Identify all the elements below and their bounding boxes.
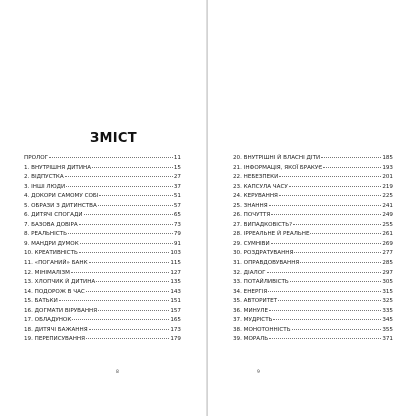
toc-entry-title: 4. ДОКОРИ САМОМУ СОБІ bbox=[24, 193, 99, 200]
toc-entry bbox=[24, 164, 181, 174]
toc-entry-title: 22. НЕБЕЗПЕКИ bbox=[233, 174, 279, 181]
toc-entry-page: 185 bbox=[382, 155, 393, 161]
dot-leader bbox=[98, 205, 173, 206]
toc-entry bbox=[24, 307, 181, 317]
toc-entry-page: 315 bbox=[382, 288, 393, 295]
toc-entry bbox=[24, 240, 181, 250]
toc-entry bbox=[233, 307, 393, 317]
dot-leader bbox=[290, 281, 382, 282]
toc-entry bbox=[24, 202, 181, 212]
toc-entry-title: ПРОЛОГ bbox=[24, 155, 49, 161]
toc-entry-page: 371 bbox=[382, 336, 393, 343]
toc-entry-title: 31. ОПРАВДОВУВАННЯ bbox=[233, 260, 300, 267]
left-page bbox=[0, 0, 207, 416]
toc-entry-title: 2. ВІДПУСТКА bbox=[24, 174, 64, 181]
toc-entry bbox=[233, 154, 393, 164]
toc-entry-title: 33. ПОТАЙЛИВІСТЬ bbox=[233, 279, 289, 286]
dot-leader bbox=[84, 214, 173, 215]
toc-entry-page: 37 bbox=[173, 183, 181, 190]
toc-entry-page: 255 bbox=[382, 221, 393, 228]
toc-entry-title: 38. МОНОТОННІСТЬ bbox=[233, 326, 291, 333]
toc-entry bbox=[233, 230, 393, 240]
toc-entry-page: 277 bbox=[382, 250, 393, 257]
toc-entry-page: 219 bbox=[382, 183, 393, 190]
toc-list-left bbox=[24, 154, 181, 345]
toc-entry-page: 335 bbox=[382, 307, 393, 314]
dot-leader bbox=[98, 310, 169, 311]
toc-entry-page: 249 bbox=[382, 212, 393, 219]
dot-leader bbox=[267, 272, 382, 273]
toc-entry-title: 14. ПОДОРОЖ В ЧАС bbox=[24, 288, 85, 295]
toc-entry-page: 27 bbox=[173, 174, 181, 181]
toc-entry bbox=[233, 297, 393, 307]
toc-entry-title: 1. ВНУТРІШНЯ ДИТИНА bbox=[24, 164, 92, 171]
dot-leader bbox=[310, 233, 381, 234]
toc-entry-page: 225 bbox=[382, 193, 393, 200]
toc-entry bbox=[24, 249, 181, 259]
toc-entry-title: 12. МІНІМАЛІЗМ bbox=[24, 269, 70, 276]
toc-entry bbox=[233, 288, 393, 298]
toc-entry-title: 16. ДОГМАТИ ВІРУВАННЯ bbox=[24, 307, 98, 314]
toc-entry bbox=[24, 192, 181, 202]
dot-leader bbox=[321, 157, 381, 158]
toc-entry-page: 269 bbox=[382, 240, 393, 247]
toc-entry bbox=[233, 240, 393, 250]
toc-entry-page: 345 bbox=[382, 317, 393, 324]
dot-leader bbox=[99, 195, 173, 196]
right-page bbox=[208, 0, 416, 416]
toc-entry bbox=[233, 278, 393, 288]
toc-entry-title: 35. АВТОРИТЕТ bbox=[233, 298, 278, 305]
toc-entry-page: 11 bbox=[173, 155, 181, 161]
dot-leader bbox=[323, 167, 381, 168]
toc-entry-page: 103 bbox=[170, 250, 181, 257]
toc-entry bbox=[24, 211, 181, 221]
toc-entry-title: 7. БАЗОВА ДОВІРА bbox=[24, 221, 78, 228]
dot-leader bbox=[279, 176, 381, 177]
toc-entry bbox=[24, 221, 181, 231]
toc-entry-title: 37. МУДРІСТЬ bbox=[233, 317, 273, 324]
toc-entry bbox=[233, 259, 393, 269]
dot-leader bbox=[72, 319, 169, 320]
toc-entry bbox=[24, 173, 181, 183]
toc-entry bbox=[233, 249, 393, 259]
toc-entry-page: 15 bbox=[173, 164, 181, 171]
toc-list-right bbox=[233, 154, 393, 345]
toc-entry bbox=[24, 297, 181, 307]
toc-entry-title: 26. ПОЧУТТЯ bbox=[233, 212, 271, 219]
toc-entry bbox=[24, 259, 181, 269]
toc-entry bbox=[24, 230, 181, 240]
toc-entry-page: 51 bbox=[173, 193, 181, 200]
dot-leader bbox=[96, 281, 169, 282]
toc-entry bbox=[233, 326, 393, 336]
dot-leader bbox=[66, 186, 173, 187]
toc-entry bbox=[24, 326, 181, 336]
toc-entry-page: 115 bbox=[170, 260, 181, 267]
page-number-left: 8 bbox=[116, 370, 119, 375]
toc-entry-page: 127 bbox=[170, 269, 181, 276]
toc-entry bbox=[233, 192, 393, 202]
dot-leader bbox=[86, 338, 169, 339]
dot-leader bbox=[294, 252, 381, 253]
dot-leader bbox=[79, 252, 169, 253]
toc-entry-title: 24. КЕРУВАННЯ bbox=[233, 193, 278, 200]
toc-entry-page: 91 bbox=[173, 240, 181, 247]
toc-entry-page: 179 bbox=[170, 336, 181, 343]
toc-entry-page: 73 bbox=[173, 221, 181, 228]
toc-entry-page: 297 bbox=[382, 269, 393, 276]
toc-entry-page: 201 bbox=[382, 174, 393, 181]
toc-entry bbox=[233, 335, 393, 345]
toc-entry-page: 173 bbox=[170, 326, 181, 333]
toc-entry-page: 355 bbox=[382, 326, 393, 333]
toc-entry-page: 157 bbox=[170, 307, 181, 314]
toc-entry-page: 305 bbox=[382, 279, 393, 286]
toc-entry bbox=[233, 211, 393, 221]
toc-entry-title: 28. ІРРЕАЛЬНЕ Й РЕАЛЬНЕ bbox=[233, 231, 310, 238]
toc-entry-title: 30. РОЗДРАТУВАННЯ bbox=[233, 250, 294, 257]
dot-leader bbox=[86, 291, 169, 292]
toc-entry-page: 285 bbox=[382, 260, 393, 267]
toc-entry-page: 57 bbox=[173, 202, 181, 209]
toc-entry-page: 165 bbox=[170, 317, 181, 324]
toc-entry bbox=[233, 202, 393, 212]
toc-entry bbox=[24, 183, 181, 193]
dot-leader bbox=[80, 243, 173, 244]
toc-entry-page: 143 bbox=[170, 288, 181, 295]
toc-entry bbox=[24, 154, 181, 164]
toc-entry-title: 29. СУМНІВИ bbox=[233, 240, 270, 247]
toc-entry bbox=[233, 269, 393, 279]
toc-entry-page: 65 bbox=[173, 212, 181, 219]
toc-entry-page: 193 bbox=[382, 164, 393, 171]
dot-leader bbox=[49, 157, 173, 158]
dot-leader bbox=[71, 272, 169, 273]
toc-entry bbox=[233, 164, 393, 174]
dot-leader bbox=[68, 233, 173, 234]
toc-entry-title: 23. КАПСУЛА ЧАСУ bbox=[233, 183, 288, 190]
toc-entry-title: 20. ВНУТРІШНІ Й ВЛАСНІ ДІТИ bbox=[233, 155, 321, 161]
toc-entry-title: 34. ЕНЕРГІЯ bbox=[233, 288, 268, 295]
toc-entry-title: 21. ІНФОРМАЦІЯ, ЯКОЇ БРАКУЄ bbox=[233, 164, 323, 171]
dot-leader bbox=[273, 319, 381, 320]
dot-leader bbox=[268, 291, 381, 292]
toc-entry bbox=[233, 221, 393, 231]
toc-entry bbox=[233, 173, 393, 183]
toc-entry-title: 25. ЗНАННЯ bbox=[233, 202, 268, 209]
toc-entry-title: 8. РЕАЛЬНІСТЬ bbox=[24, 231, 67, 238]
dot-leader bbox=[59, 300, 170, 301]
toc-entry-title: 27. ВИПАДКОВІСТЬ? bbox=[233, 221, 293, 228]
dot-leader bbox=[292, 329, 382, 330]
toc-entry-title: 6. ДИТЯЧІ СПОГАДИ bbox=[24, 212, 83, 219]
dot-leader bbox=[92, 167, 173, 168]
page-number-right: 9 bbox=[257, 370, 260, 375]
dot-leader bbox=[278, 300, 381, 301]
toc-entry-page: 79 bbox=[173, 231, 181, 238]
toc-entry bbox=[24, 335, 181, 345]
toc-entry bbox=[24, 316, 181, 326]
toc-heading: ЗМІСТ bbox=[90, 131, 137, 146]
toc-entry-page: 151 bbox=[170, 298, 181, 305]
toc-entry-page: 325 bbox=[382, 298, 393, 305]
dot-leader bbox=[65, 176, 173, 177]
toc-entry-title: 18. ДИТЯЧІ БАЖАННЯ bbox=[24, 326, 88, 333]
dot-leader bbox=[79, 224, 173, 225]
toc-entry-page: 241 bbox=[382, 202, 393, 209]
toc-entry-title: 39. МОРАЛЬ bbox=[233, 336, 269, 343]
toc-entry-title: 3. ІНШІ ЛЮДИ bbox=[24, 183, 66, 190]
dot-leader bbox=[269, 310, 381, 311]
toc-entry-title: 36. МИНУЛЕ bbox=[233, 307, 269, 314]
toc-entry-title: 19. ПЕРЕПИСУВАННЯ bbox=[24, 336, 85, 343]
toc-entry bbox=[233, 183, 393, 193]
toc-entry-title: 13. ХЛОПЧИК Й ДИТИНА bbox=[24, 279, 96, 286]
dot-leader bbox=[89, 329, 170, 330]
toc-entry-title: 10. КРЕАТИВНІСТЬ bbox=[24, 250, 78, 257]
toc-entry-title: 32. ДІАЛОГ bbox=[233, 269, 266, 276]
dot-leader bbox=[300, 262, 381, 263]
dot-leader bbox=[293, 224, 381, 225]
toc-entry-page: 135 bbox=[170, 279, 181, 286]
toc-entry bbox=[233, 316, 393, 326]
dot-leader bbox=[269, 338, 381, 339]
toc-entry bbox=[24, 288, 181, 298]
dot-leader bbox=[271, 214, 381, 215]
dot-leader bbox=[279, 195, 381, 196]
toc-entry bbox=[24, 278, 181, 288]
dot-leader bbox=[269, 205, 382, 206]
toc-entry-title: 17. ОБЛАДУНОК bbox=[24, 317, 72, 324]
toc-entry-title: 5. ОБРАЗИ З ДИТИНСТВА bbox=[24, 202, 97, 209]
dot-leader bbox=[289, 186, 382, 187]
dot-leader bbox=[89, 262, 170, 263]
toc-entry-title: 9. МАНДРИ ДУМОК bbox=[24, 240, 79, 247]
toc-entry-page: 261 bbox=[382, 231, 393, 238]
toc-entry-title: 11. «ПОГАНИЙ» БАНК bbox=[24, 260, 88, 267]
toc-entry-title: 15. БАТЬКИ bbox=[24, 298, 58, 305]
toc-entry bbox=[24, 269, 181, 279]
dot-leader bbox=[271, 243, 382, 244]
